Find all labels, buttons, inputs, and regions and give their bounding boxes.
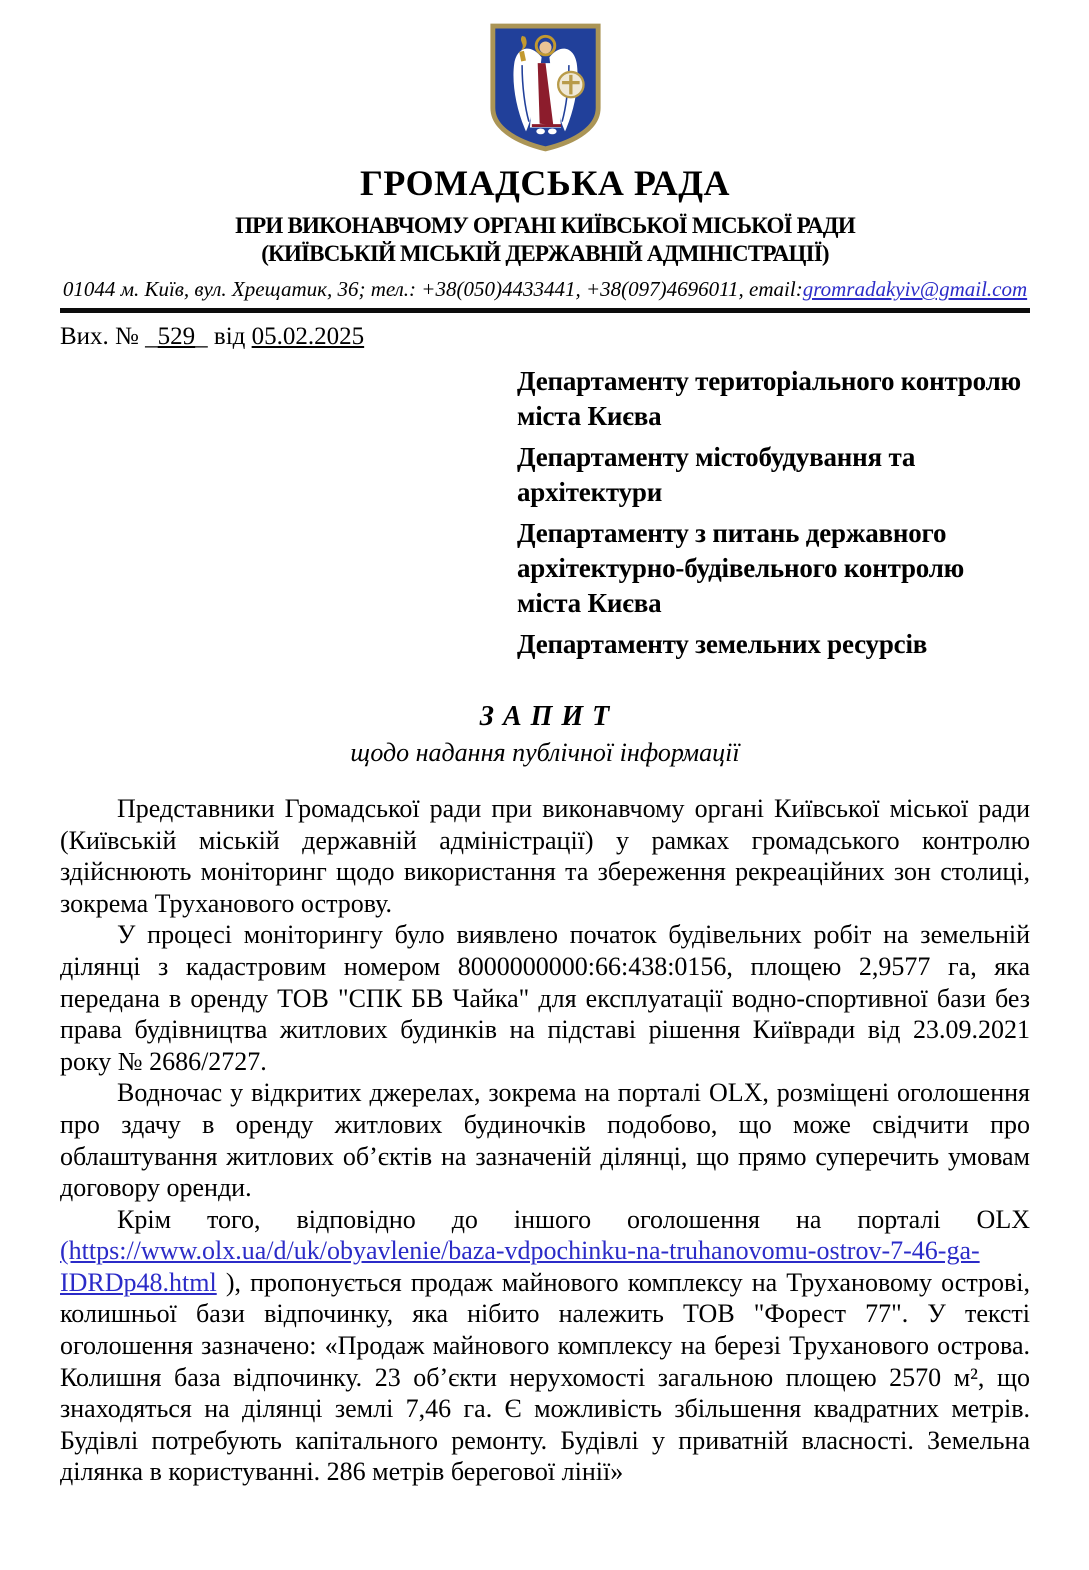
subject-block bbox=[60, 700, 1030, 769]
body-paragraph bbox=[60, 1077, 1030, 1203]
recipient-item: Департаменту містобудування та архітектури bbox=[517, 441, 916, 507]
reference-line bbox=[60, 321, 1030, 352]
subject-title: З А П И Т bbox=[479, 700, 611, 732]
paragraph-text: Представники Громадської ради при виконавчому органі Київської міської ради (Київській міській державній адміністрації) у рамках громадського контролю здійснюють моніторинг щодо використання та збереження рекреаційних зон столиці, зокрема Труханового острову. bbox=[60, 793, 1030, 918]
body-paragraph bbox=[60, 1204, 1030, 1488]
kyiv-coat-of-arms bbox=[60, 22, 1030, 153]
ref-label: Вих. № _ bbox=[60, 322, 158, 350]
paragraph-text: У процесі моніторингу було виявлено початок будівельних робіт на земельній ділянці з кадастровим номером 8000000000:66:438:0156, площею 2,9577 га, яка передана в оренду ТОВ "СПК БВ Чайка" для експлуатації водно-спортивної бази без права будівництва житлових будинків на підставі рішення Київради від 23.09.2021 року № 2686/2727. bbox=[60, 920, 1030, 1076]
contact-line bbox=[60, 276, 1030, 302]
contact-text: 01044 м. Київ, вул. Хрещатик, 36; тел.: +38(050)4433441, +38(097)4696011, email: bbox=[62, 277, 803, 302]
recipient-item: Департаменту земельних ресурсів bbox=[517, 628, 928, 659]
email-link[interactable]: gromradakyiv@gmail.com bbox=[802, 277, 1028, 302]
recipient-item: Департаменту з питань державного архітектурно-будівельного контролю міста Києва bbox=[517, 517, 965, 618]
paragraph-text: ), пропонується продаж майнового комплексу на Трухановому острові, колишньої бази відпочинку, яка нібито належить ТОВ "Форест 77". У тексті оголошення зазначено: «Продаж майнового комплексу на березі Труханового острова. Колишня база відпочинку. 23 об’єкти нерухомості загальною площею 2570 м², що знаходяться на ділянці землі 7,46 га. Є можливість збільшення квадратних метрів. Будівлі потребують капітального ремонту. Будівлі у приватній власності. Земельна ділянка в користуванні. 286 метрів берегової лінії» bbox=[60, 1267, 1030, 1487]
header-divider bbox=[60, 308, 1030, 313]
letter-body bbox=[60, 793, 1030, 1488]
body-paragraph bbox=[60, 793, 1030, 919]
archangel-michael-emblem-icon bbox=[487, 22, 604, 153]
org-subtitle-line1: ПРИ ВИКОНАВЧОМУ ОРГАНІ КИЇВСЬКОЇ МІСЬКОЇ РАДИ bbox=[235, 213, 855, 239]
recipient-item: Департаменту територіального контролю міста Києва bbox=[517, 365, 1021, 431]
recipients-block bbox=[517, 364, 1033, 662]
subject-subtitle: щодо надання публічної інформації bbox=[350, 737, 740, 767]
paragraph-text: Крім того, відповідно до іншого оголошення на порталі OLX bbox=[117, 1204, 1030, 1234]
paragraph-text: Водночас у відкритих джерелах, зокрема на порталі OLX, розміщені оголошення про здачу в оренду житлових будиночків подобово, що може свідчити про облаштування житлових об’єктів на зазначеній ділянці, що прямо суперечить умовам договору оренди. bbox=[60, 1078, 1030, 1203]
ref-number: 529 bbox=[157, 322, 196, 350]
body-paragraph bbox=[60, 919, 1030, 1077]
ref-date: 05.02.2025 bbox=[251, 322, 365, 350]
olx-listing-link[interactable]: (https://www.olx.ua/d/uk/obyavlenie/baza-vdpochinku-na-truhanovomu-ostrov-7-46-ga-IDRDp48.html bbox=[60, 1236, 980, 1297]
org-subtitle-line2: (КИЇВСЬКІЙ МІСЬКІЙ ДЕРЖАВНІЙ АДМІНІСТРАЦІЇ) bbox=[261, 241, 829, 267]
ref-separator: _ від bbox=[195, 322, 252, 350]
org-name: ГРОМАДСЬКА РАДА bbox=[360, 163, 730, 203]
